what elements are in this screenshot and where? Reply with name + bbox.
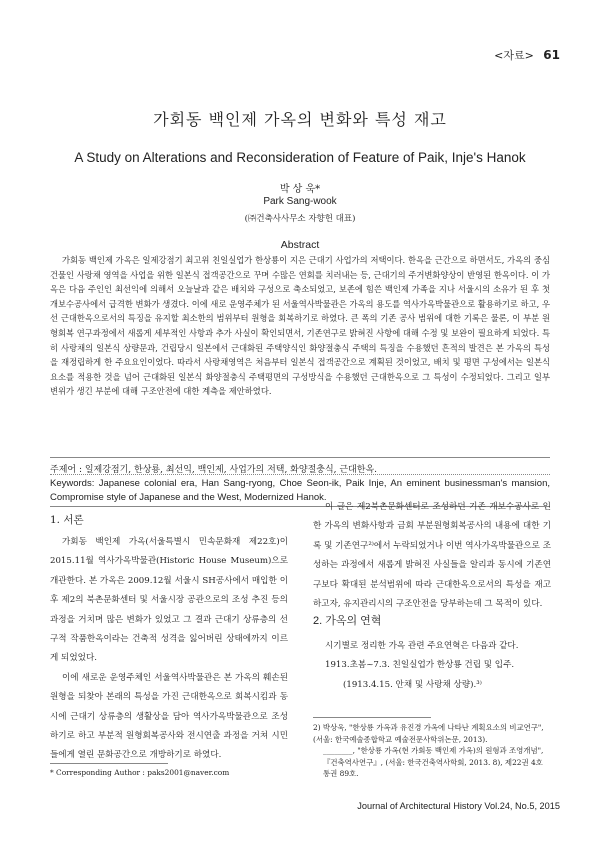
history-list — [313, 637, 551, 695]
header-label: <자료> — [494, 49, 534, 62]
abstract-heading: Abstract — [280, 239, 320, 251]
footnote-divider — [313, 717, 431, 718]
paragraph: 이에 새로운 운영주체인 서울역사박물관은 본 가옥의 훼손된 원형을 되찾아 본래의 특성을 가진 근대한옥으로 회복시킴과 동시에 근대기 상류층의 생활상을 담아 역사가옥박물관으로 조성하기로 하고 부분적 원형회복공사와 전시연출 과정을 거쳐 시민들에게 열린 문화공간으로 개방하기로 하였다. — [50, 672, 288, 761]
author-korean: 박 상 욱* — [279, 184, 321, 195]
author-english: Park Sang-wook — [263, 196, 337, 207]
divider — [50, 457, 550, 458]
history-entry: 1913.초봄~7.3. 친일실업가 한상룡 건립 및 입주. — [325, 660, 515, 671]
affiliation: (㈜건축사사무소 자향헌 대표) — [244, 214, 356, 224]
keywords-korean: 주제어 : 일제강점기, 한상룡, 최선익, 백인제, 사업가의 저택, 화양절충식, 근대한옥. — [50, 465, 378, 475]
title-english: A Study on Alterations and Reconsideration of Feature of Paik, Inje's Hanok — [74, 150, 526, 165]
section-heading-history: 2. 가옥의 연혁 — [313, 615, 382, 627]
history-intro: 시기별로 정리한 가옥 관련 주요연혁은 다음과 같다. — [325, 641, 519, 651]
abstract-body: 가회동 백인제 가옥은 일제강점기 최고위 친일실업가 한상룡이 지은 근대기 사업가의 저택이다. 한옥을 근간으로 하면서도, 가옥의 중심건물인 사랑채 영역을 사업을 위한 일본식 접객공간으로 꾸며 수많은 연회를 치러내는 등, 근대기의 주거변화양상이 반영된 한옥이다. 이 가옥은 다음 주인인 최선익에 의해서 오늘날과 같은 배치와 구성으로 축소되었고, 보존에 힘쓴 백인제 가족을 지나 서울시의 소유가 된 후 첫 개보수공사에서 급격한 변화가 생겼다. 이에 새로 운영주체가 된 서울역사박물관은 가옥의 용도를 역사가옥박물관으로 활용하기로 하고, 우선 근대한옥으로서의 특징을 유지할 최소한의 범위부터 원형을 회복하기로 하였다. 큰 폭의 기존 공사 범위에 대한 기록은 물론, 이 부분 원형회복 연구과정에서 새롭게 세부적인 사항과 추가 사실이 확인되면서, 기존연구로 밝혀진 사항에 대해 수정 및 보완이 필요하게 되었다. 특히 사랑채의 일본식 상량문과, 건립당시 일본에서 근대화된 주택양식인 화양절충식 주택의 특징을 수용했던 흔적의 발견은 본 가옥의 특성을 재정립하게 한 주요요인이었다. 따라서 사랑채영역은 처음부터 일본식 접객공간으로 계획된 것이었고, 배치 및 평면 구성에서는 일본식 요소를 적용한 것을 넘어 근대화된 일본식 화양절충식 주택평면의 구성방식을 수용했던 근대한옥으로 그 특성이 수정되었다. 그리고 일부 변위가 생긴 부분에 대해 구조안전에 대한 계측을 제안하였다. — [50, 255, 550, 397]
footnote-2-continued: ________, "한상룡 가옥(현 가회동 백인제 가옥)의 원형과 조영개념", 『건축역사연구』, (서울: 한국건축역사학회, 2013. 8), 제22권 4호 통권 89호. — [323, 746, 544, 778]
section-heading-introduction: 1. 서론 — [50, 514, 84, 526]
footnote-2: 2) 박상욱, "한상룡 가옥과 유진경 가옥에 나타난 계획요소의 비교연구", (서울: 한국예술종합학교 예술전문사학위논문, 2013). — [313, 723, 544, 744]
paragraph: 이 글은 제2북촌문화센터로 조성하던 기존 개보수공사로 인한 가옥의 변화사항과 금회 부분원형회복공사의 내용에 대한 기록 및 기존연구²⁾에서 누락되었거나 이번 역사가옥박물관으로 조성하는 과정에서 새롭게 밝혀진 사실들을 알리과 동시에 기존연구보다 확대된 분석범위에 따라 근대한옥으로서의 특성을 재고하고자, 유지관리시의 구조안전을 당부하는데 그 목적이 있다. — [313, 502, 551, 610]
right-column — [313, 498, 551, 614]
footnotes-right — [313, 722, 551, 780]
keywords-english: Keywords: Japanese colonial era, Han Sang-ryong, Choe Seon-ik, Paik Inje, An eminent businessman's mansion, Compromise style of Japanese and the West, Modernized Hanok. — [50, 478, 550, 503]
footnote-divider — [50, 763, 168, 764]
divider — [50, 474, 550, 475]
journal-footer: Journal of Architectural History Vol.24, No.5, 2015 — [357, 801, 560, 811]
title-korean: 가회동 백인제 가옥의 변화와 특성 재고 — [153, 110, 447, 129]
footnote-corresponding-author: * Corresponding Author : paks2001@naver.com — [50, 768, 230, 777]
page-number: 61 — [543, 48, 560, 62]
history-entry-note: (1913.4.15. 안채 및 사랑채 상량).³⁾ — [343, 679, 482, 690]
paragraph: 가회동 백인제 가옥(서울특별시 민속문화재 제22호)이 2015.11월 역사가옥박물관(Historic House Museum)으로 개관한다. 본 가옥은 2009.12월 서울시 SH공사에서 매입한 이후 제2의 북촌문화센터 및 서울시장 공관으로의 조성 추진 등의 과정을 거치며 많은 변화가 있었고 그 결과 근대기 상류층의 선구적 작품한옥이라는 건축적 성격을 잃어버린 상태에까지 이르게 되었었다. — [50, 537, 288, 664]
running-header — [494, 47, 560, 63]
left-column — [50, 533, 288, 766]
